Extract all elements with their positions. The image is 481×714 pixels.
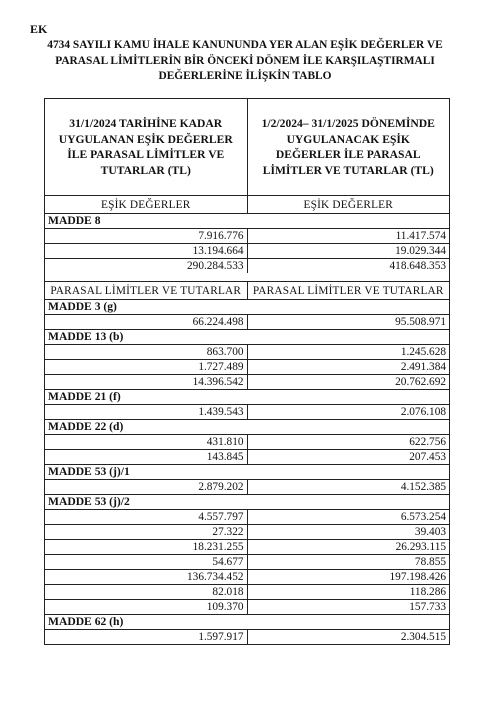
column-header-previous-period: 31/1/2024 TARİHİNE KADAR UYGULANAN EŞİK DEĞERLER İLE PARASAL LİMİTLER VE TUTARLAR (TL) (58, 117, 233, 177)
amount-previous: 109.370 (206, 601, 244, 613)
amount-new: 39.403 (247, 525, 450, 539)
table-row (45, 510, 449, 525)
table-row (45, 480, 449, 495)
amount-new: 118.286 (247, 585, 450, 599)
amount-previous: 431.810 (206, 436, 244, 448)
amount-previous: 1.439.543 (198, 406, 244, 418)
threshold-subheader-right: EŞİK DEĞERLER (247, 196, 450, 213)
limits-subheader-right: PARASAL LİMİTLER VE TUTARLAR (247, 282, 450, 299)
madde-label: MADDE 62 (h) (45, 615, 449, 630)
limits-subheader-left: PARASAL LİMİTLER VE TUTARLAR (50, 284, 242, 297)
amount-new: 207.453 (247, 450, 450, 464)
table-row (45, 244, 449, 259)
annex-label: EK (30, 22, 48, 36)
table-row (45, 229, 449, 244)
document-title (40, 38, 450, 85)
amount-previous: 136.734.452 (187, 571, 244, 583)
amount-previous: 7.916.776 (198, 230, 244, 242)
section-gap (45, 273, 449, 282)
table-row (45, 585, 449, 600)
table-row (45, 450, 449, 465)
table-row (45, 600, 449, 615)
madde-label: MADDE 21 (f) (45, 390, 449, 405)
amount-previous: 1.727.489 (198, 361, 244, 373)
amount-new: 95.508.971 (247, 315, 450, 329)
threshold-subheader-left: EŞİK DEĞERLER (100, 198, 191, 211)
madde-8-section (45, 214, 449, 273)
amount-previous: 863.700 (206, 346, 244, 358)
madde-label: MADDE 22 (d) (45, 420, 449, 435)
title-line: PARASAL LİMİTLERİN BİR ÖNCEKİ DÖNEM İLE KARŞILAŞTIRMALI (55, 54, 435, 67)
table-row (45, 405, 449, 420)
amount-new: 2.304.515 (247, 630, 450, 644)
amount-previous: 27.322 (212, 526, 244, 538)
amount-new: 6.573.254 (247, 510, 450, 524)
amount-new: 2.491.384 (247, 360, 450, 374)
amount-new: 19.029.344 (247, 244, 450, 258)
amount-previous: 2.879.202 (198, 481, 244, 493)
table-row (45, 345, 449, 360)
madde-label: MADDE 3 (g) (45, 300, 449, 315)
table-row (45, 259, 449, 273)
amount-previous: 290.284.533 (187, 260, 244, 272)
amount-new: 197.198.426 (247, 570, 450, 584)
table-row (45, 360, 449, 375)
table-header (45, 99, 449, 196)
amount-new: 4.152.385 (247, 480, 450, 494)
amount-previous: 1.597.917 (198, 631, 244, 643)
amount-new: 20.762.692 (247, 375, 450, 389)
amount-previous: 4.557.797 (198, 511, 244, 523)
amount-new: 1.245.628 (247, 345, 450, 359)
table-row (45, 525, 449, 540)
table-row (45, 540, 449, 555)
amount-new: 157.733 (247, 600, 450, 614)
amount-previous: 13.194.664 (192, 245, 244, 257)
table-row (45, 630, 449, 644)
limits-subheader (45, 282, 449, 300)
title-line: 4734 SAYILI KAMU İHALE KANUNUNDA YER ALAN EŞİK DEĞERLER VE (47, 39, 443, 51)
table-row (45, 435, 449, 450)
title-line: DEĞERLERİNE İLİŞKİN TABLO (158, 70, 332, 82)
amount-previous: 143.845 (206, 451, 244, 463)
amount-previous: 18.231.255 (192, 541, 244, 553)
amount-new: 78.855 (247, 555, 450, 569)
limits-sections (45, 300, 449, 644)
madde-label: MADDE 53 (j)/1 (45, 465, 449, 480)
table-row (45, 555, 449, 570)
amount-previous: 82.018 (212, 586, 244, 598)
table-row (45, 570, 449, 585)
comparison-table (44, 98, 450, 645)
madde-label: MADDE 13 (b) (45, 330, 449, 345)
amount-new: 418.648.353 (247, 259, 450, 273)
amount-previous: 54.677 (212, 556, 244, 568)
column-header-new-period: 1/2/2024– 31/1/2025 DÖNEMİNDE UYGULANACAK EŞİK DEĞERLER İLE PARASAL LİMİTLER VE TUTARLAR (TL) (247, 99, 450, 195)
madde-label: MADDE 53 (j)/2 (45, 495, 449, 510)
amount-new: 11.417.574 (247, 229, 450, 243)
threshold-subheader (45, 196, 449, 214)
madde-label: MADDE 8 (45, 214, 449, 229)
amount-previous: 14.396.542 (192, 376, 244, 388)
table-row (45, 375, 449, 390)
amount-new: 26.293.115 (247, 540, 450, 554)
amount-new: 2.076.108 (247, 405, 450, 419)
table-row (45, 315, 449, 330)
amount-new: 622.756 (247, 435, 450, 449)
amount-previous: 66.224.498 (192, 316, 244, 328)
